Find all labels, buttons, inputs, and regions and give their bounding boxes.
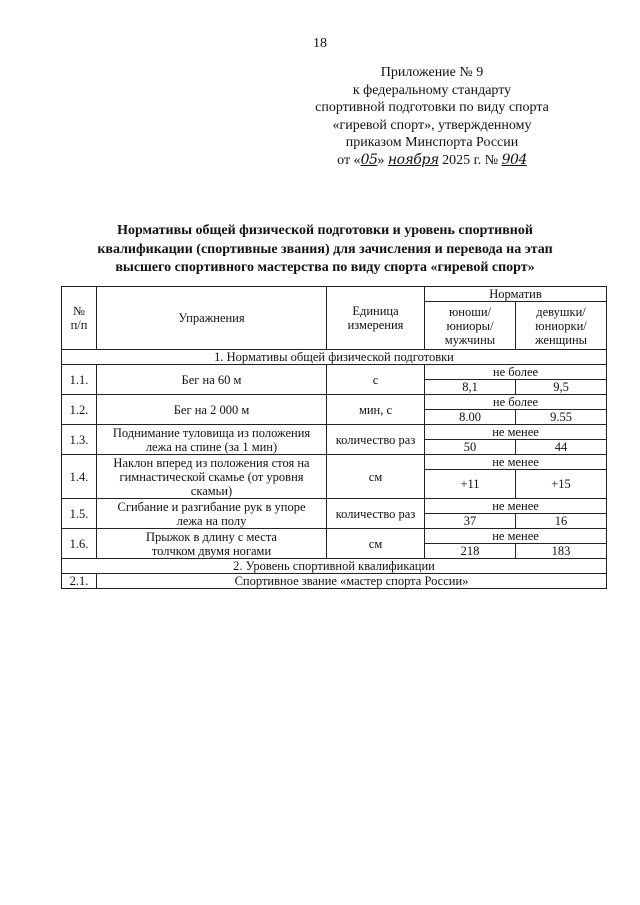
row-exercise: Прыжок в длину с места толчком двумя ногами (97, 529, 327, 559)
order-number: 904 (501, 151, 527, 168)
row-condition: не менее (425, 529, 607, 544)
section-2-header: 2. Уровень спортивной квалификации (62, 559, 607, 574)
row-num: 1.1. (62, 365, 97, 395)
header-exercise: Упражнения (97, 287, 327, 350)
row-condition: не менее (425, 425, 607, 440)
appendix-line: Приложение № 9 (380, 65, 484, 80)
order-date-line (282, 152, 582, 170)
title-line: квалификации (спортивные звания) для зачисления и перевода на этап (97, 241, 553, 257)
row-num: 1.5. (62, 499, 97, 529)
row-exercise: Бег на 2 000 м (97, 395, 327, 425)
row-exercise: Бег на 60 м (97, 365, 327, 395)
row-girls-value: 9.55 (516, 410, 607, 425)
appendix-line: «гиревой спорт», утвержденному (332, 117, 532, 133)
document-title (60, 222, 590, 278)
row-unit: количество раз (327, 499, 425, 529)
title-line: высшего спортивного мастерства по виду спорта «гиревой спорт» (115, 260, 535, 275)
header-girls: девушки/ юниорки/ женщины (516, 302, 607, 350)
row-unit: см (327, 529, 425, 559)
row-boys-value: 8.00 (425, 410, 516, 425)
row-unit: количество раз (327, 425, 425, 455)
row-exercise: Наклон вперед из положения стоя на гимнастической скамье (от уровня скамьи) (97, 455, 327, 499)
header-norm: Норматив (425, 287, 607, 302)
row-condition: не менее (425, 455, 607, 470)
appendix-line: к федеральному стандарту (352, 82, 512, 98)
row-boys-value: +11 (425, 470, 516, 499)
row-condition: не более (425, 395, 607, 410)
appendix-line: приказом Минспорта России (345, 135, 519, 150)
header-boys: юноши/ юниоры/ мужчины (425, 302, 516, 350)
row-girls-value: 44 (516, 440, 607, 455)
row-boys-value: 50 (425, 440, 516, 455)
row-boys-value: 8,1 (425, 380, 516, 395)
row-boys-value: 37 (425, 514, 516, 529)
row-condition: не менее (425, 499, 607, 514)
row-num: 1.3. (62, 425, 97, 455)
row-girls-value: 16 (516, 514, 607, 529)
header-num: № п/п (62, 287, 97, 350)
order-mid: » (377, 152, 385, 168)
row-num: 2.1. (62, 574, 97, 589)
appendix-line: спортивной подготовки по виду спорта (315, 100, 549, 115)
row-num: 1.2. (62, 395, 97, 425)
page-number: 18 (313, 36, 327, 51)
row-num: 1.6. (62, 529, 97, 559)
row-condition: не более (425, 365, 607, 380)
row-unit: см (327, 455, 425, 499)
order-prefix: от « (337, 152, 361, 168)
row-girls-value: 9,5 (516, 380, 607, 395)
row-exercise: Поднимание туловища из положения лежа на спине (за 1 мин) (97, 425, 327, 455)
order-month: ноября (387, 151, 439, 168)
row-exercise: Сгибание и разгибание рук в упоре лежа на полу (97, 499, 327, 529)
row-unit: мин, с (327, 395, 425, 425)
order-day: 05 (360, 151, 378, 168)
row-girls-value: 183 (516, 544, 607, 559)
section-1-header: 1. Нормативы общей физической подготовки (62, 350, 607, 365)
row-qualification: Спортивное звание «мастер спорта России» (97, 574, 607, 589)
row-girls-value: +15 (516, 470, 607, 499)
header-unit: Единица измерения (327, 287, 425, 350)
row-unit: с (327, 365, 425, 395)
norms-table (61, 286, 607, 589)
title-line: Нормативы общей физической подготовки и уровень спортивной (117, 223, 533, 238)
row-num: 1.4. (62, 455, 97, 499)
appendix-block (282, 64, 582, 169)
order-year: 2025 г. № (442, 152, 499, 168)
row-boys-value: 218 (425, 544, 516, 559)
